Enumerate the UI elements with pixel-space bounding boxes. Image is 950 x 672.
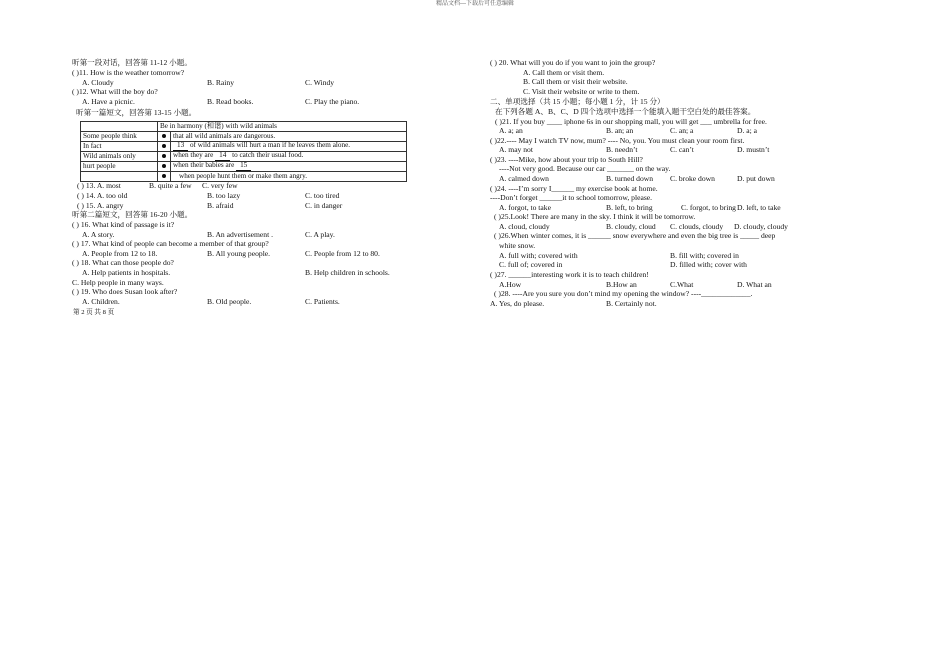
q28-option-a: A. Yes, do please. xyxy=(490,299,545,308)
q11-option-b: B. Rainy xyxy=(207,78,235,87)
row-label xyxy=(81,172,158,182)
q24-stem-2: ----Don’t forget ______it to school tomorrow, please. xyxy=(490,193,653,202)
page-header: 精品文档---下载后可任意编辑 xyxy=(436,1,514,7)
q11-option-c: C. Windy xyxy=(305,78,335,87)
row-text-rest: of wild animals will hurt a man if he leaves them alone. xyxy=(189,141,351,150)
q23-option-c: C. broke down xyxy=(670,174,715,183)
table-corner xyxy=(81,122,158,132)
q24-stem: ( )24. ----I’m sorry I______ my exercise book at home. xyxy=(490,184,658,193)
row-text: that all wild animals are dangerous. xyxy=(171,132,407,142)
q14-option-b: B. too lazy xyxy=(207,191,241,200)
table-title: Be in harmony (和谐) with wild animals xyxy=(158,122,407,132)
q19-stem: ( ) 19. Who does Susan look after? xyxy=(72,287,178,296)
q20-stem: ( ) 20. What will you do if you want to join the group? xyxy=(490,58,656,67)
q25-option-c: C. clouds, cloudy xyxy=(670,222,724,231)
q18-option-a: A. Help patients in hospitals. xyxy=(82,268,171,277)
row-text-rest: to catch their usual food. xyxy=(232,151,304,160)
q12-option-c: C. Play the piano. xyxy=(305,97,360,106)
bullet-icon xyxy=(158,132,171,142)
q23-option-d: D. put down xyxy=(737,174,775,183)
table-row xyxy=(81,132,407,142)
row-text-pre: when they are xyxy=(173,151,214,160)
q12-option-b: B. Read books. xyxy=(207,97,254,106)
q22-option-d: D. mustn’t xyxy=(737,145,770,154)
q20-option-a: A. Call them or visit them. xyxy=(523,68,605,77)
bullet-icon xyxy=(158,142,171,152)
harmony-table xyxy=(80,121,407,182)
table-row xyxy=(81,142,407,152)
q23-stem-2: ----Not very good. Because our car _______ on the way. xyxy=(499,164,671,173)
q16-option-a: A. A story. xyxy=(82,230,115,239)
table-row xyxy=(81,172,407,182)
q19-option-a: A. Children. xyxy=(82,297,120,306)
section2-title: 二、单项选择（共 15 小题；每小题 1 分，计 15 分） xyxy=(490,97,665,106)
blank-14[interactable]: 14 xyxy=(215,152,230,160)
q16-option-c: C. A play. xyxy=(305,230,335,239)
q18-stem: ( ) 18. What can those people do? xyxy=(72,258,174,267)
row-label: In fact xyxy=(81,142,158,152)
q12-option-a: A. Have a picnic. xyxy=(82,97,135,106)
part1-instruction: 听第一段对话，回答第 11-12 小题。 xyxy=(72,58,192,67)
row-text xyxy=(171,142,407,152)
q14-option-a: ( ) 14. A. too old xyxy=(77,191,128,200)
q22-option-a: A. may not xyxy=(499,145,533,154)
part2-instruction: 听第一篇短文，回答第 13-15 小题。 xyxy=(76,108,197,117)
q26-stem: ( )26.When winter comes, it is ______ snow everywhere and even the big tree is _____ deep xyxy=(494,231,776,240)
row-text xyxy=(171,152,407,162)
row-label: Some people think xyxy=(81,132,158,142)
bullet-icon xyxy=(158,152,171,162)
q22-stem: ( )22.---- May I watch TV now, mum? ---- No, you. You must clean your room first. xyxy=(490,136,745,145)
bullet-icon xyxy=(158,172,171,182)
q24-option-a: A. forgot, to take xyxy=(499,203,551,212)
q26-stem-2: white snow. xyxy=(499,241,536,250)
q27-option-d: D. What an xyxy=(737,280,772,289)
q15-option-c: C. in danger xyxy=(305,201,343,210)
blank-15[interactable]: 15 xyxy=(236,162,251,170)
q17-option-b: B. All young people. xyxy=(207,249,271,258)
q18-option-c: C. Help people in many ways. xyxy=(72,278,164,287)
q27-option-a: A.How xyxy=(499,280,522,289)
q11-option-a: A. Cloudy xyxy=(82,78,114,87)
q20-option-c: C. Visit their website or write to them. xyxy=(523,87,640,96)
q26-option-a: A. full with; covered with xyxy=(499,251,578,260)
q21-option-b: B. an; an xyxy=(606,126,634,135)
row-label: hurt people xyxy=(81,162,158,172)
q21-option-d: D. a; a xyxy=(737,126,758,135)
q26-option-b: B. fill with; covered in xyxy=(670,251,739,260)
q23-option-a: A. calmed down xyxy=(499,174,549,183)
q24-option-b: B. left, to bring xyxy=(606,203,653,212)
q15-option-a: ( ) 15. A. angry xyxy=(77,201,124,210)
table-row xyxy=(81,162,407,172)
q21-option-a: A. a; an xyxy=(499,126,523,135)
q17-option-a: A. People from 12 to 18. xyxy=(82,249,158,258)
row-label: Wild animals only xyxy=(81,152,158,162)
q27-option-c: C.What xyxy=(670,280,694,289)
q25-option-d: D. cloudy, cloudy xyxy=(734,222,788,231)
row-text-pre: when their babies are xyxy=(173,161,235,170)
q25-option-a: A. cloud, cloudy xyxy=(499,222,550,231)
q13-option-b: B. quite a few xyxy=(149,181,192,190)
q26-option-c: C. full of; covered in xyxy=(499,260,563,269)
row-text: when people hunt them or make them angry. xyxy=(171,172,407,182)
q28-option-b: B. Certainly not. xyxy=(606,299,657,308)
q14-option-c: C. too tired xyxy=(305,191,340,200)
q24-option-d: D. left, to take xyxy=(737,203,781,212)
q24-option-c: C. forgot, to bring xyxy=(681,203,736,212)
q17-stem: ( ) 17. What kind of people can become a member of that group? xyxy=(72,239,269,248)
q23-option-b: B. turned down xyxy=(606,174,654,183)
q12-stem: ( )12. What will the boy do? xyxy=(72,87,158,96)
q15-option-b: B. afraid xyxy=(207,201,234,210)
q19-option-c: C. Patients. xyxy=(305,297,340,306)
q19-option-b: B. Old people. xyxy=(207,297,252,306)
q23-stem: ( )23. ----Mike, how about your trip to South Hill? xyxy=(490,155,643,164)
q25-option-b: B. cloudy, cloud xyxy=(606,222,656,231)
table-row xyxy=(81,152,407,162)
q26-option-d: D. filled with; cover with xyxy=(670,260,747,269)
q21-stem: ( )21. If you buy ____ iphone 6s in our shopping mall, you will get ___ umbrella for free. xyxy=(495,117,767,126)
bullet-icon xyxy=(158,162,171,172)
q27-option-b: B.How an xyxy=(606,280,637,289)
page-number: 第 2 页 共 8 页 xyxy=(73,309,115,316)
q13-option-a: ( ) 13. A. most xyxy=(77,181,121,190)
q13-option-c: C. very few xyxy=(202,181,238,190)
q11-stem: ( )11. How is the weather tomorrow? xyxy=(72,68,185,77)
q28-stem: ( )28. ----Are you sure you don’t mind my opening the window? ----_____________. xyxy=(494,289,753,298)
q18-option-b: B. Help children in schools. xyxy=(305,268,390,277)
q22-option-b: B. needn’t xyxy=(606,145,638,154)
q16-option-b: B. An advertisement . xyxy=(207,230,274,239)
q16-stem: ( ) 16. What kind of passage is it? xyxy=(72,220,175,229)
blank-13[interactable]: 13 xyxy=(173,142,188,150)
q22-option-c: C. can’t xyxy=(670,145,694,154)
row-text xyxy=(171,162,407,172)
q21-option-c: C. an; a xyxy=(670,126,694,135)
q27-stem: ( )27. ______interesting work it is to teach children! xyxy=(490,270,649,279)
q25-stem: ( )25.Look! There are many in the sky. I think it will be tomorrow. xyxy=(494,212,696,221)
q17-option-c: C. People from 12 to 80. xyxy=(305,249,380,258)
section2-instruction: 在下列各题 A、B、C、D 四个选项中选择一个能填入题干空白处的最佳答案。 xyxy=(495,107,756,116)
part3-instruction: 听第二篇短文，回答第 16-20 小题。 xyxy=(72,210,193,219)
q20-option-b: B. Call them or visit their website. xyxy=(523,77,628,86)
